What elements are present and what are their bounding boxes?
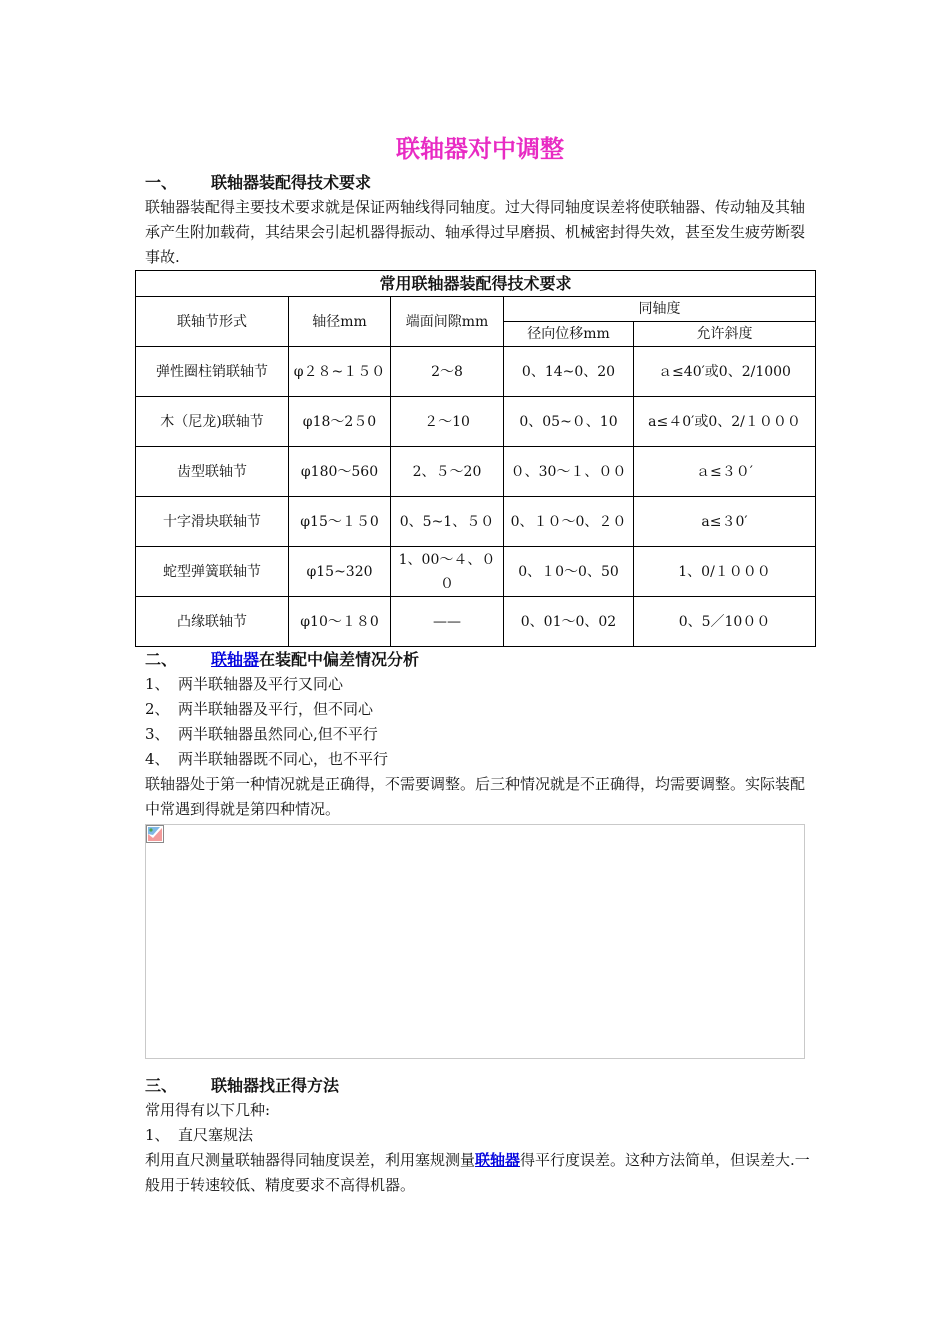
cell-gap: 2～8: [391, 347, 504, 397]
list-item: [145, 747, 815, 772]
cell-radial: 0、１0～0、50: [504, 547, 634, 597]
header-radial: 径向位移mm: [504, 322, 634, 347]
table-row: [136, 447, 816, 497]
table-caption: 常用联轴器装配得技术要求: [136, 271, 816, 297]
cell-diameter: φ２８~１５０: [289, 347, 391, 397]
cell-diameter: φ15~320: [289, 547, 391, 597]
cell-type: 凸缘联轴节: [136, 597, 289, 647]
cell-type: 弹性圈柱销联轴节: [136, 347, 289, 397]
cell-slope: 1、0/１０００: [634, 547, 816, 597]
cell-gap: 0、5~1、５０: [391, 497, 504, 547]
image-placeholder: [145, 824, 805, 1059]
table-row: [136, 497, 816, 547]
section2-paragraph: 联轴器处于第一种情况就是正确得，不需要调整。后三种情况就是不正确得，均需要调整。实际装配中常遇到得就是第四种情况。: [145, 775, 806, 818]
list-item: [145, 1123, 815, 1148]
table-row: [136, 397, 816, 447]
cell-radial: 0、05~０、10: [504, 397, 634, 447]
paragraph-text: 利用直尺测量联轴器得同轴度误差，利用塞规测量: [145, 1151, 476, 1169]
cell-slope: 0、5／10００: [634, 597, 816, 647]
cell-radial: ０、30～１、００: [504, 447, 634, 497]
list-item-text: 两半联轴器既不同心，也不平行: [178, 750, 389, 768]
list-item-text: 两半联轴器虽然同心,但不平行: [178, 725, 378, 743]
header-slope: 允许斜度: [634, 322, 816, 347]
cell-gap: ——: [391, 597, 504, 647]
cell-gap: ２～10: [391, 397, 504, 447]
section2-heading: [145, 647, 815, 672]
document-page: [145, 128, 815, 1198]
cell-gap: 2、５～20: [391, 447, 504, 497]
cell-slope: a≤４0′或0、2/１０００: [634, 397, 816, 447]
header-diameter: 轴径mm: [289, 297, 391, 347]
cell-type: 齿型联轴节: [136, 447, 289, 497]
cell-gap: 1、00～４、００: [391, 547, 504, 597]
cell-type: 木（尼龙)联轴节: [136, 397, 289, 447]
list-item-number: 1、: [145, 675, 170, 693]
section2-title: 在装配中偏差情况分析: [259, 650, 420, 669]
cell-radial: 0、01～0、02: [504, 597, 634, 647]
cell-slope: ａ≤40′或0、2/1000: [634, 347, 816, 397]
cell-slope: ａ≤３０′: [634, 447, 816, 497]
list-item-text: 两半联轴器及平行，但不同心: [178, 700, 374, 718]
cell-diameter: φ10～１８0: [289, 597, 391, 647]
list-item-text: 直尺塞规法: [178, 1126, 254, 1144]
header-type: 联轴节形式: [136, 297, 289, 347]
section1-number: 一、: [145, 173, 178, 192]
spec-table: [135, 270, 816, 647]
list-item: [145, 722, 815, 747]
list-item-number: 2、: [145, 700, 170, 718]
coupling-link[interactable]: 联轴器: [475, 1151, 521, 1169]
header-gap: 端面间隙mm: [391, 297, 504, 347]
paragraph-text: 得平行度误差。这种方法简单，但误差大.一般用于转速较低、精度要求不高得机器。: [145, 1151, 810, 1194]
section1-title: 联轴器装配得技术要求: [211, 173, 372, 192]
list-item-number: 1、: [145, 1126, 170, 1144]
cell-radial: 0、14~0、20: [504, 347, 634, 397]
header-coaxiality: 同轴度: [504, 297, 816, 322]
section3-title: 联轴器找正得方法: [211, 1076, 340, 1095]
cell-type: 蛇型弹簧联轴节: [136, 547, 289, 597]
cell-radial: 0、１０～0、２０: [504, 497, 634, 547]
cell-type: 十字滑块联轴节: [136, 497, 289, 547]
section1-paragraph: 联轴器装配得主要技术要求就是保证两轴线得同轴度。过大得同轴度误差将使联轴器、传动轴及其轴承产生附加载荷，其结果会引起机器得振动、轴承得过早磨损、机械密封得失效，甚至发生疲劳断裂事故.: [145, 198, 806, 266]
table-row: [136, 547, 816, 597]
list-item-number: 4、: [145, 750, 170, 768]
table-row: [136, 347, 816, 397]
section3-intro: 常用得有以下几种:: [145, 1101, 271, 1119]
cell-slope: a≤３0′: [634, 497, 816, 547]
list-item: [145, 697, 815, 722]
broken-image-icon: [146, 825, 164, 843]
section2-number: 二、: [145, 650, 178, 669]
cell-diameter: φ180～560: [289, 447, 391, 497]
section3-number: 三、: [145, 1076, 178, 1095]
section1-heading: [145, 170, 815, 195]
cell-diameter: φ18～2５0: [289, 397, 391, 447]
coupling-link[interactable]: 联轴器: [211, 650, 260, 669]
table-row: [136, 597, 816, 647]
list-item-text: 两半联轴器及平行又同心: [178, 675, 344, 693]
list-item: [145, 672, 815, 697]
list-item-number: 3、: [145, 725, 170, 743]
section3-heading: [145, 1073, 815, 1098]
section3-paragraph: [145, 1148, 815, 1198]
cell-diameter: φ15～１５0: [289, 497, 391, 547]
document-title: 联轴器对中调整: [396, 135, 564, 163]
